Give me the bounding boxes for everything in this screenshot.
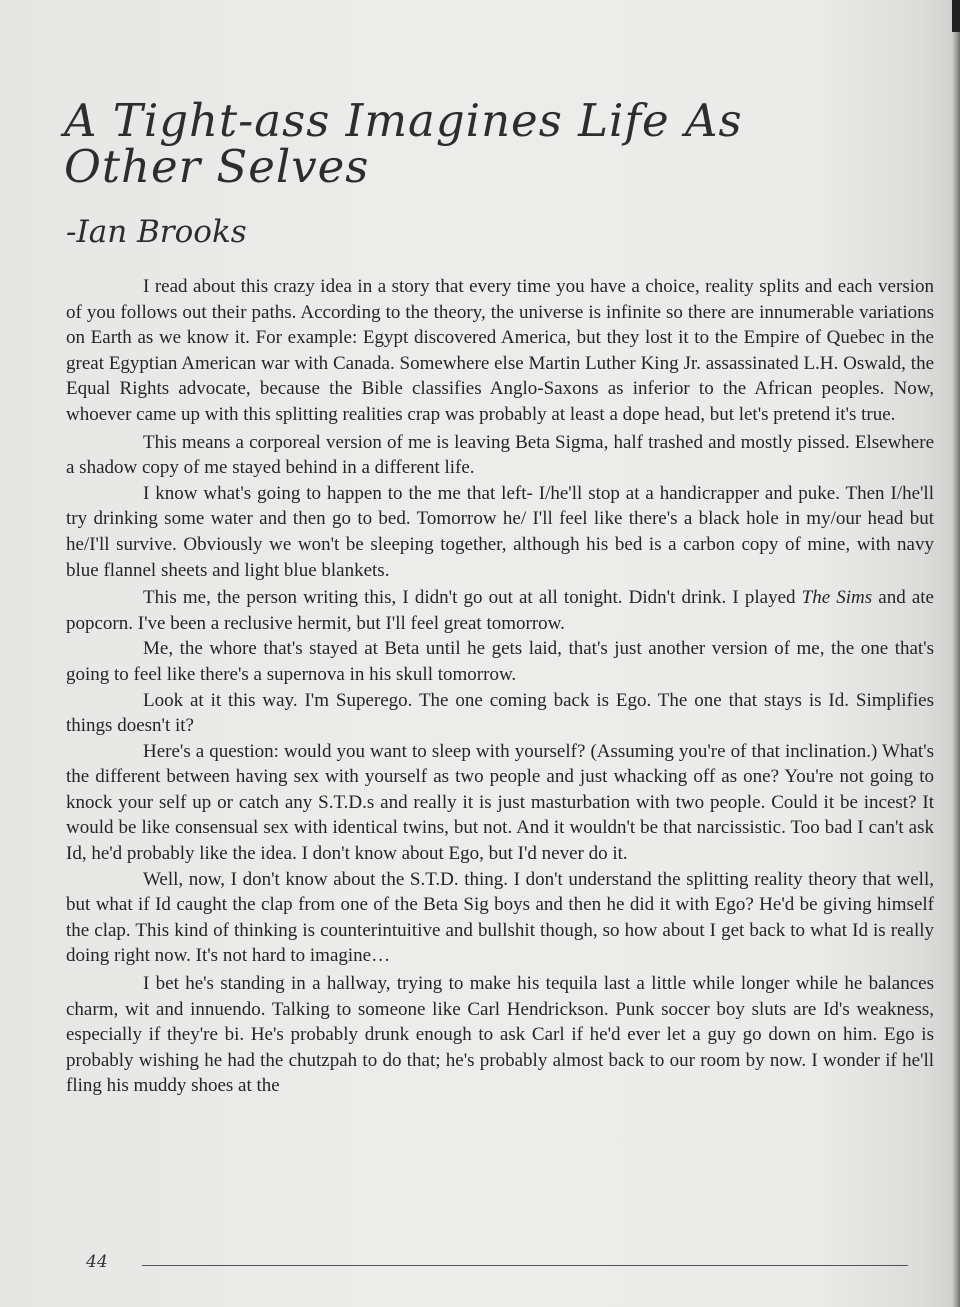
footer-rule bbox=[142, 1265, 908, 1266]
game-title-emphasis: The Sims bbox=[801, 587, 873, 609]
page-edge-shadow bbox=[952, 0, 960, 1307]
paragraph-text: This me, the person writing this, I didn't go out at all tonight. Didn't drink. I played bbox=[143, 587, 802, 609]
paragraph: Well, now, I don't know about the S.T.D. thing. I don't understand the splitting reality theory that well, but what if Id caught the clap from one of the Beta Sig boys and then he did it with Ego? He'd be giving himself the clap. This kind of thinking is counterintuitive and bullshit though, so how about I get back to what Id is really doing right now. It's not hard to imagine… bbox=[66, 868, 934, 967]
paragraph bbox=[66, 585, 934, 636]
page-edge-dark bbox=[952, 0, 960, 32]
paragraph: Me, the whore that's stayed at Beta until he gets laid, that's just another version of me, the one that's going to feel like there's a supernova in his skull tomorrow. bbox=[66, 638, 934, 685]
paragraph: Here's a question: would you want to sleep with yourself? (Assuming you're of that inclination.) What's the different between having sex with yourself as two people and just whacking off as one? You're not going to knock your self up or catch any S.T.D.s and really it is just masturbation with two people. Could it be incest? It would be like consensual sex with identical twins, but not. And it wouldn't be that narcissistic. Too bad I can't ask Id, he'd probably like the idea. I don't know about Ego, but I'd never do it. bbox=[66, 740, 934, 865]
paragraph: This means a corporeal version of me is leaving Beta Sigma, half trashed and mostly pissed. Elsewhere a shadow copy of me stayed behind in a different life. bbox=[66, 431, 934, 479]
article-title: A Tight-ass Imagines Life As Other Selves bbox=[64, 94, 743, 193]
paragraph: I read about this crazy idea in a story that every time you have a choice, reality splits and each version of you follows out their paths. According to the theory, the universe is infinite so there are innumerable variations on Earth as we know it. For example: Egypt discovered America, but they lost it to the Empire of Quebec in the great Egyptian American war with Canada. Somewhere else Martin Luther King Jr. assassinated L.H. Oswald, the Equal Rights advocate, because the Bible classifies Anglo-Saxons as inferior to the African peoples. Now, whoever came up with this splitting realities crap was probably at least a dope head, but let's pretend it's true. bbox=[66, 276, 934, 425]
paragraph-text: and ate popcorn. I've been a reclusive hermit, but I'll feel great tomorrow. bbox=[66, 587, 934, 634]
paragraph: I know what's going to happen to the me that left- I/he'll stop at a handicrapper and puke. Then I/he'll try drinking some water and then go to bed. Tomorrow he/ I'll feel like there's a black hole in my/our head but he/I'll survive. Obviously we won't be sleeping together, although his bed is a carbon copy of mine, with navy blue flannel sheets and light blue blankets. bbox=[66, 482, 934, 581]
paragraph: Look at it this way. I'm Superego. The one coming back is Ego. The one that stays is Id. Simplifies things doesn't it? bbox=[66, 689, 934, 737]
article-body bbox=[66, 274, 934, 1099]
paragraph: I bet he's standing in a hallway, trying to make his tequila last a little while longer while he balances charm, wit and innuendo. Talking to someone like Carl Hendrickson. Punk soccer boy sluts are Id's weakness, especially if they're bi. He's probably drunk enough to ask Carl if he'd ever let a guy go down on him. Ego is probably wishing he had the chutzpah to do that; he's probably almost back to our room by now. I wonder if he'll fling his muddy shoes at the bbox=[66, 973, 934, 1097]
article-byline: -Ian Brooks bbox=[66, 214, 247, 250]
page-footer bbox=[86, 1252, 910, 1276]
page-number: 44 bbox=[86, 1252, 108, 1272]
